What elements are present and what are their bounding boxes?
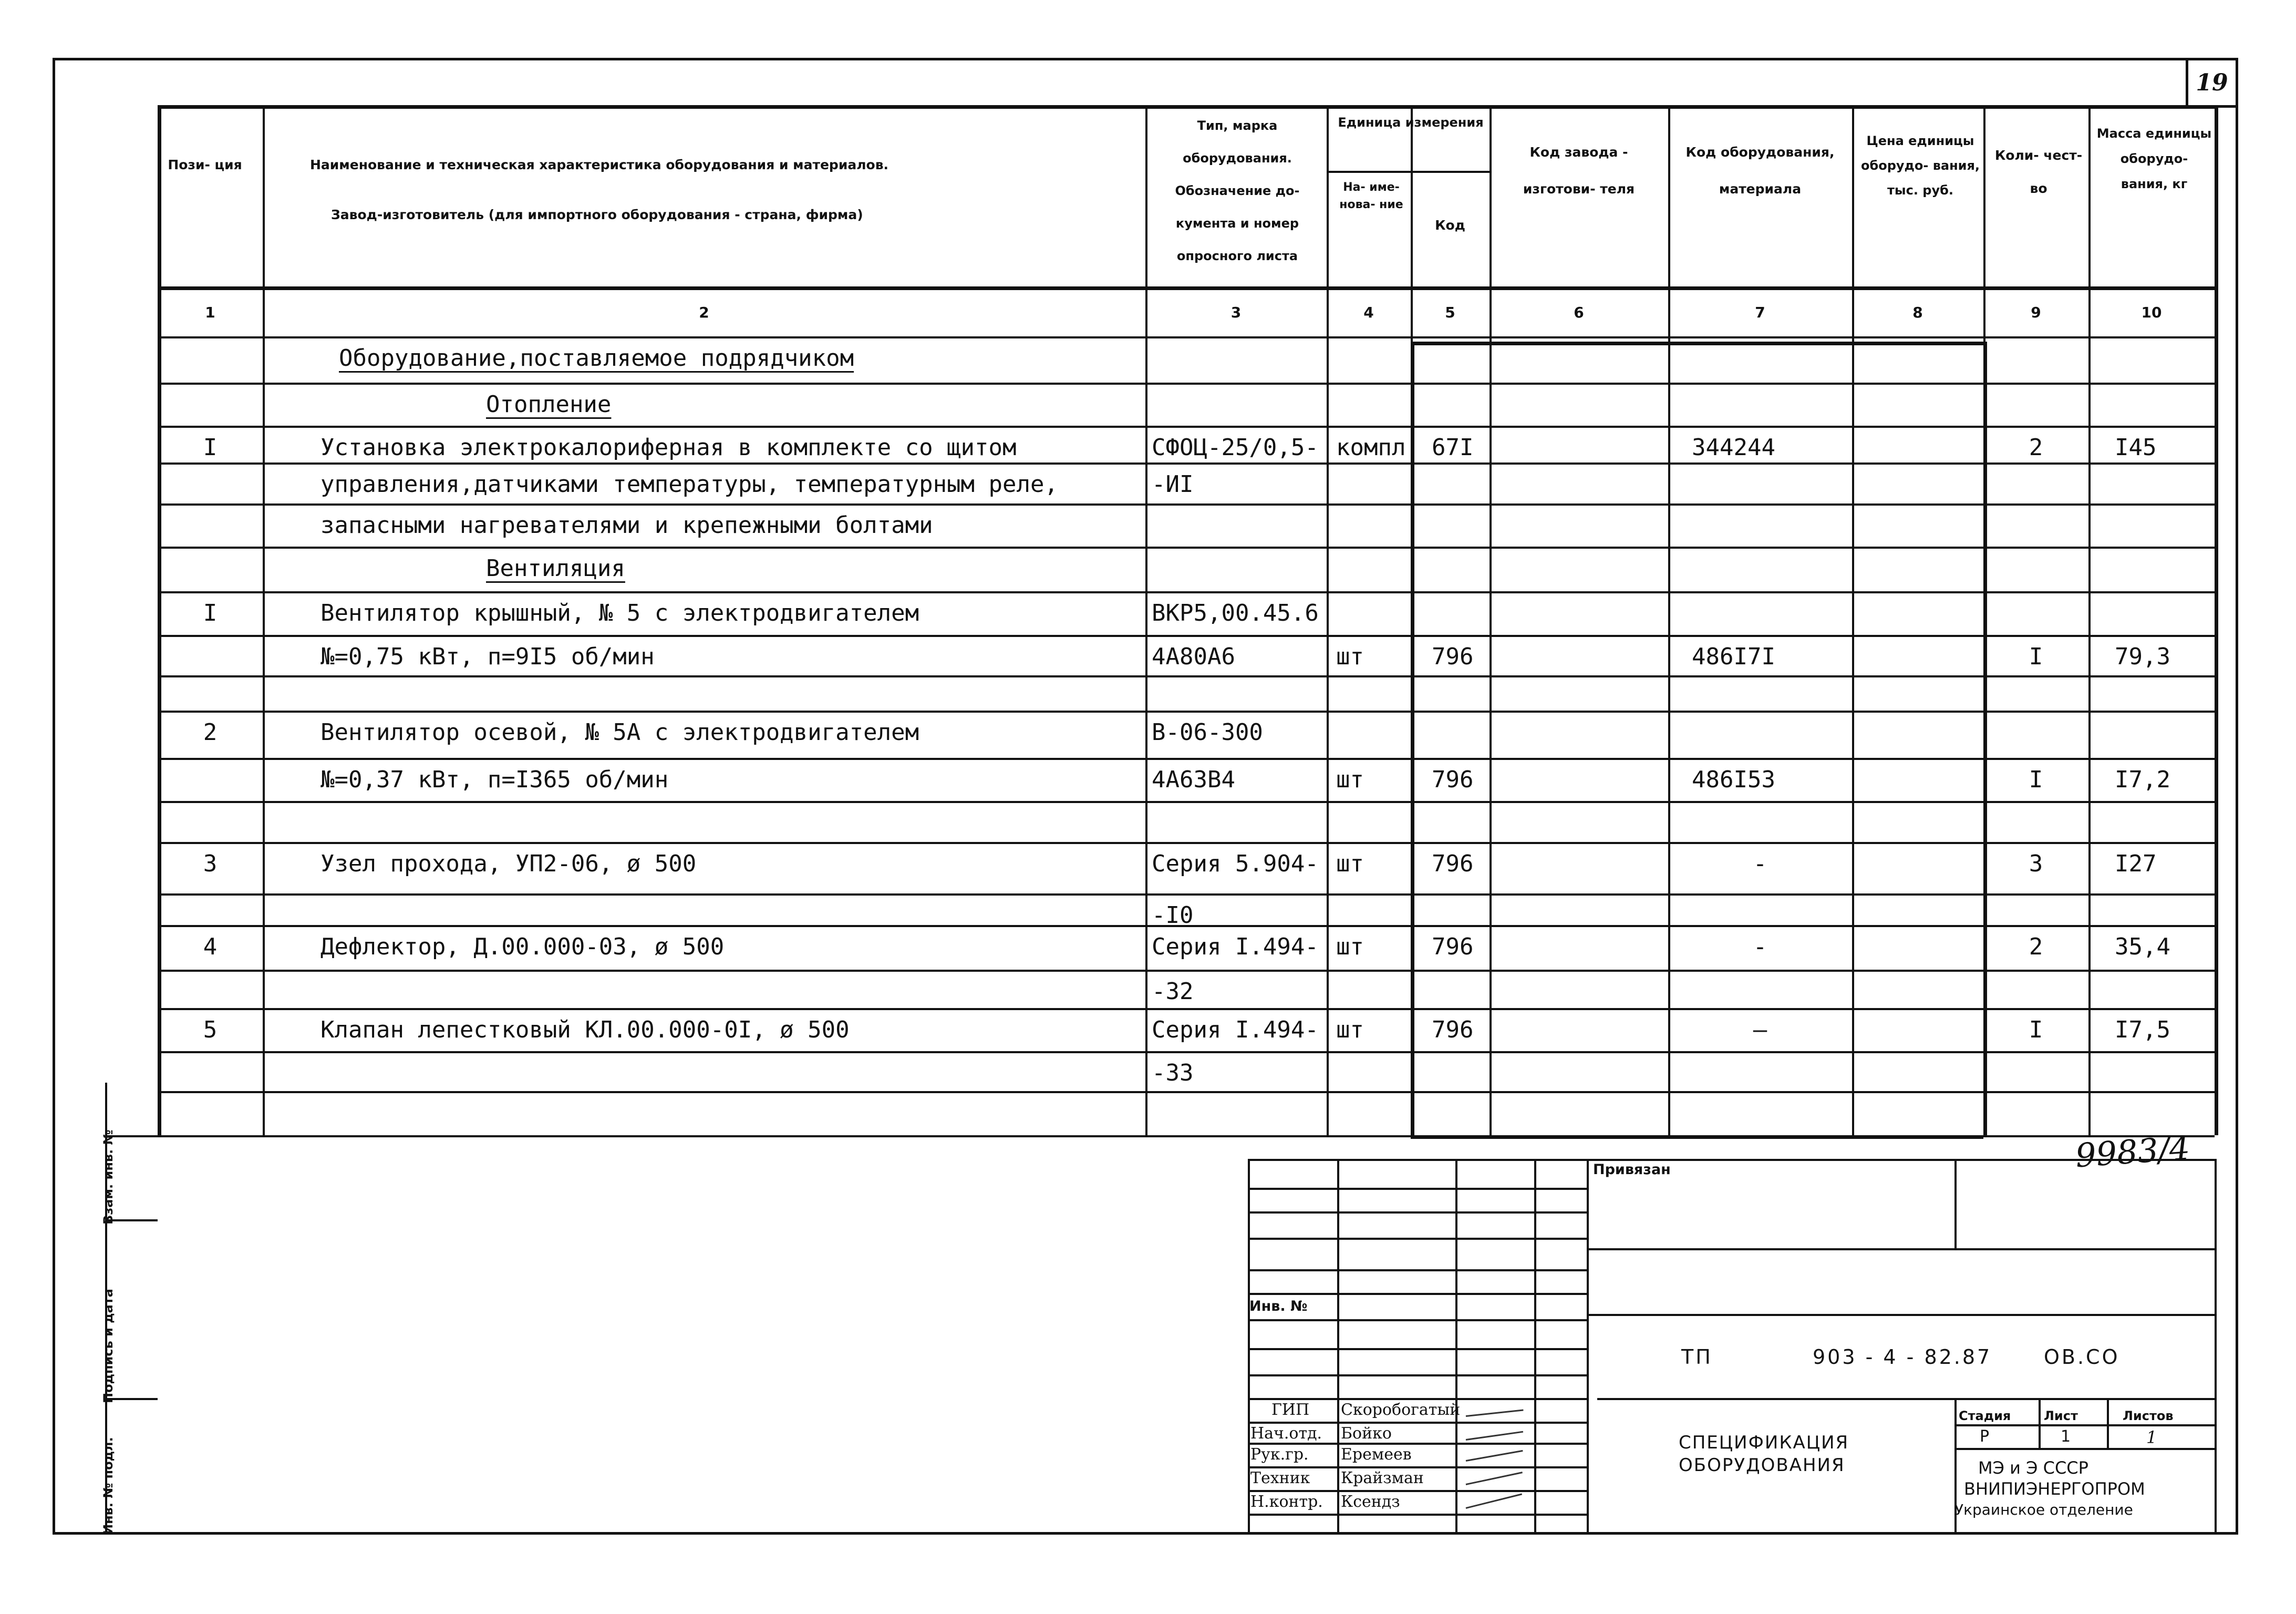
tb-code-ov: ОВ.СО xyxy=(2044,1345,2120,1369)
tb-code-number: 903 - 4 - 82.87 xyxy=(1813,1345,1992,1369)
grid-line xyxy=(1248,1269,1587,1271)
row-name: Вентилятор осевой, № 5А с электродвигателем xyxy=(320,719,919,746)
grid-line xyxy=(158,383,2215,385)
grid-line xyxy=(158,105,161,1135)
row-equip-code: - xyxy=(1753,933,1767,960)
grid-line xyxy=(1852,105,1854,1135)
header-type-line: оборудования. xyxy=(1183,151,1292,166)
tb-org-1: МЭ и Э СССР xyxy=(1978,1458,2088,1478)
side-label-podpis: Подпись и дата xyxy=(101,1289,116,1403)
header-name-line2: Завод-изготовитель (для импортного оборудования - страна, фирма) xyxy=(331,207,863,222)
row-type: Серия 5.904- xyxy=(1152,850,1319,877)
row-type: -33 xyxy=(1152,1060,1194,1086)
row-type: 4А63В4 xyxy=(1152,766,1235,793)
tb-role: Техник xyxy=(1250,1469,1310,1487)
row-type: -32 xyxy=(1152,978,1194,1005)
header-qty: Коли- чест- во xyxy=(1994,148,2083,196)
row-name: №=0,37 кВт, п=I365 об/мин xyxy=(320,766,669,793)
tb-sheet: 1 xyxy=(2061,1427,2071,1446)
row-name: Вентилятор крышный, № 5 с электродвигателем xyxy=(320,600,919,626)
header-type-line: Тип, марка xyxy=(1197,118,1278,133)
row-unit-code: 796 xyxy=(1432,1016,1474,1043)
column-number: 2 xyxy=(699,304,709,321)
header-type-line: Обозначение до- xyxy=(1175,183,1300,198)
column-number: 4 xyxy=(1363,304,1374,321)
grid-line xyxy=(158,1091,2215,1093)
grid-line xyxy=(1248,1211,1587,1214)
row-pos: 5 xyxy=(203,1016,218,1043)
grid-line xyxy=(158,970,2215,972)
row-unit-code: 796 xyxy=(1432,766,1474,793)
row-pos: I xyxy=(203,600,218,626)
row-unit: шт xyxy=(1336,933,1364,960)
tb-role: Нач.отд. xyxy=(1250,1424,1322,1443)
row-mass: I7,5 xyxy=(2115,1016,2170,1043)
row-mass: 79,3 xyxy=(2115,643,2170,670)
tb-role: Н.контр. xyxy=(1250,1493,1323,1511)
header-equip-code: Код оборудования, материала xyxy=(1685,145,1835,197)
row-qty: 2 xyxy=(2029,933,2043,960)
grid-line xyxy=(105,1398,158,1400)
tb-name: Бойко xyxy=(1341,1424,1392,1443)
tb-name: Скоробогатый xyxy=(1341,1401,1461,1419)
row-unit-code: 796 xyxy=(1432,850,1474,877)
tb-org-2: ВНИПИЭНЕРГОПРОМ xyxy=(1964,1479,2145,1499)
grid-line xyxy=(1411,342,1983,345)
grid-line xyxy=(158,675,2215,677)
tb-sheets-label: Листов xyxy=(2123,1409,2174,1423)
tb-name: Ксендз xyxy=(1341,1493,1400,1511)
grid-line xyxy=(1248,1188,1587,1190)
row-type: -I0 xyxy=(1152,902,1194,929)
grid-line xyxy=(1248,1319,1587,1321)
tb-sheet-label: Лист xyxy=(2044,1409,2078,1423)
tb-name: Еремеев xyxy=(1341,1445,1412,1464)
tb-handwritten-number: 9983/4 xyxy=(2074,1128,2191,1175)
row-pos: 3 xyxy=(203,850,218,877)
column-number: 8 xyxy=(1912,304,1923,321)
grid-line xyxy=(1248,1398,1587,1400)
grid-line xyxy=(1248,1374,1587,1376)
sheet-number: 19 xyxy=(2186,58,2238,108)
header-factory-code: Код завода - изготови- теля xyxy=(1523,145,1635,197)
row-unit: шт xyxy=(1336,850,1364,877)
row-qty: 2 xyxy=(2029,434,2043,461)
column-number: 1 xyxy=(205,304,215,321)
section-heading: Отопление xyxy=(486,391,612,418)
tb-role: Рук.гр. xyxy=(1250,1445,1309,1464)
row-mass: I27 xyxy=(2115,850,2157,877)
grid-line xyxy=(105,1135,158,1137)
grid-line xyxy=(263,105,265,1135)
grid-line xyxy=(1248,1348,1587,1350)
grid-line xyxy=(2215,105,2218,1135)
grid-line xyxy=(158,842,2215,844)
column-number: 9 xyxy=(2031,304,2041,321)
row-qty: I xyxy=(2029,643,2043,670)
row-unit: шт xyxy=(1336,766,1364,793)
row-type: Серия I.494- xyxy=(1152,933,1319,960)
section-heading: Оборудование,поставляемое подрядчиком xyxy=(339,345,854,372)
grid-line xyxy=(1983,342,1987,1135)
grid-line xyxy=(1411,342,1414,1135)
row-pos: I xyxy=(203,434,218,461)
column-number: 6 xyxy=(1574,304,1584,321)
grid-line xyxy=(105,1219,158,1221)
grid-line xyxy=(1587,1248,2215,1250)
tb-stage-label: Стадия xyxy=(1959,1409,2011,1423)
row-mass: I45 xyxy=(2115,434,2157,461)
header-type-line: кумента и номер xyxy=(1175,216,1299,231)
grid-line xyxy=(1248,1159,2215,1161)
column-number: 5 xyxy=(1445,304,1455,321)
row-name: Установка электрокалориферная в комплекте со щитом xyxy=(320,434,1017,461)
grid-line xyxy=(1954,1424,2215,1426)
tb-inv-label: Инв. № xyxy=(1249,1298,1308,1314)
grid-line xyxy=(2088,105,2091,1135)
column-number: 7 xyxy=(1755,304,1765,321)
row-unit: компл xyxy=(1336,434,1406,461)
grid-line xyxy=(1248,1159,1250,1535)
grid-line xyxy=(1668,105,1670,1135)
grid-line xyxy=(158,1008,2215,1010)
header-unit: Единица измерения xyxy=(1338,115,1484,130)
grid-line xyxy=(158,801,2215,803)
row-name: Дефлектор, Д.00.000-03, ø 500 xyxy=(320,933,725,960)
row-equip-code: — xyxy=(1753,1016,1767,1043)
tb-stage: Р xyxy=(1980,1427,1990,1446)
column-number: 3 xyxy=(1230,304,1242,321)
tb-role: ГИП xyxy=(1271,1401,1310,1419)
row-type: СФОЦ-25/0,5- xyxy=(1152,434,1319,461)
grid-line xyxy=(1954,1448,2215,1450)
grid-line xyxy=(1411,1135,1983,1139)
grid-line xyxy=(2107,1398,2109,1448)
grid-line xyxy=(158,336,2215,338)
header-pos: Пози- ция xyxy=(168,157,242,172)
header-unit-name: На- име- нова- ние xyxy=(1339,181,1403,211)
row-name: Узел прохода, УП2-06, ø 500 xyxy=(320,850,697,877)
grid-line xyxy=(1954,1398,1957,1535)
side-label-inv-podl: Инв. № подл. xyxy=(101,1437,116,1535)
grid-line xyxy=(1490,105,1492,1135)
grid-line xyxy=(1248,1514,1587,1516)
grid-line xyxy=(1248,1443,1587,1445)
grid-line xyxy=(158,635,2215,637)
row-unit-code: 796 xyxy=(1432,643,1474,670)
grid-line xyxy=(158,1051,2215,1053)
row-unit-code: 67I xyxy=(1432,434,1474,461)
row-unit-code: 796 xyxy=(1432,933,1474,960)
grid-line xyxy=(1455,1159,1457,1535)
tb-privyazan: Привязан xyxy=(1593,1161,1671,1178)
grid-line xyxy=(1248,1238,1587,1240)
section-heading: Вентиляция xyxy=(486,555,625,582)
row-name: №=0,75 кВт, п=9I5 об/мин xyxy=(320,643,655,670)
grid-line xyxy=(158,503,2215,506)
row-equip-code: 344244 xyxy=(1692,434,1775,461)
side-label-vzam: Взам. инв. № xyxy=(101,1129,116,1225)
grid-line xyxy=(1337,1159,1339,1535)
grid-line xyxy=(158,105,2215,109)
tb-doc-title-2: ОБОРУДОВАНИЯ xyxy=(1679,1455,1845,1476)
column-number: 10 xyxy=(2141,304,2162,321)
tb-sheets: 1 xyxy=(2146,1427,2157,1447)
row-mass: 35,4 xyxy=(2115,933,2170,960)
tb-org-3: Украинское отделение xyxy=(1954,1501,2133,1518)
row-qty: I xyxy=(2029,1016,2043,1043)
row-qty: I xyxy=(2029,766,2043,793)
grid-line xyxy=(1954,1159,1957,1248)
grid-line xyxy=(1248,1490,1587,1492)
grid-line xyxy=(158,925,2215,927)
grid-line xyxy=(1587,1314,2215,1316)
grid-line xyxy=(158,711,2215,713)
header-price: Цена единицы оборудо- вания, тыс. руб. xyxy=(1860,133,1980,198)
row-unit: шт xyxy=(1336,1016,1364,1043)
grid-line xyxy=(1248,1466,1587,1468)
row-equip-code: 486I7I xyxy=(1692,643,1775,670)
row-mass: I7,2 xyxy=(2115,766,2170,793)
row-type: В-06-300 xyxy=(1152,719,1263,746)
grid-line xyxy=(1597,1398,2215,1400)
row-unit: шт xyxy=(1336,643,1364,670)
row-type: ВКР5,00.45.6 xyxy=(1152,600,1319,626)
row-name: Клапан лепестковый КЛ.00.000-0I, ø 500 xyxy=(320,1016,850,1043)
grid-line xyxy=(1327,171,1490,173)
tb-doc-title-1: СПЕЦИФИКАЦИЯ xyxy=(1679,1432,1849,1453)
row-type: -ИI xyxy=(1152,471,1194,498)
grid-line xyxy=(1587,1159,1589,1535)
row-type: 4А80А6 xyxy=(1152,643,1235,670)
row-name: управления,датчиками температуры, температурным реле, xyxy=(320,471,1058,498)
grid-line xyxy=(158,893,2215,896)
row-name: запасными нагревателями и крепежными болтами xyxy=(320,512,933,539)
header-unit-code: Код xyxy=(1435,218,1465,233)
grid-line xyxy=(1534,1159,1536,1535)
grid-line xyxy=(158,758,2215,760)
grid-line xyxy=(2215,1159,2217,1535)
grid-line xyxy=(158,462,2215,465)
grid-line xyxy=(158,286,2215,290)
grid-line xyxy=(158,547,2215,549)
header-type-line: опросного листа xyxy=(1176,249,1298,263)
row-equip-code: 486I53 xyxy=(1692,766,1775,793)
grid-line xyxy=(1248,1293,1587,1295)
grid-line xyxy=(158,591,2215,593)
tb-name: Крайзман xyxy=(1341,1469,1424,1487)
grid-line xyxy=(105,1083,107,1535)
tb-code-tp: ТП xyxy=(1681,1345,1713,1369)
grid-line xyxy=(158,426,2215,428)
grid-line xyxy=(1248,1422,1587,1424)
row-qty: 3 xyxy=(2029,850,2043,877)
row-pos: 4 xyxy=(203,933,218,960)
row-equip-code: - xyxy=(1753,850,1767,877)
header-name-line1: Наименование и техническая характеристика оборудования и материалов. xyxy=(310,157,889,172)
grid-line xyxy=(2039,1398,2041,1448)
grid-line xyxy=(1145,105,1147,1135)
row-pos: 2 xyxy=(203,719,218,746)
row-type: Серия I.494- xyxy=(1152,1016,1319,1043)
header-mass: Масса единицы оборудо- вания, кг xyxy=(2096,126,2212,191)
grid-line xyxy=(1327,105,1329,1135)
